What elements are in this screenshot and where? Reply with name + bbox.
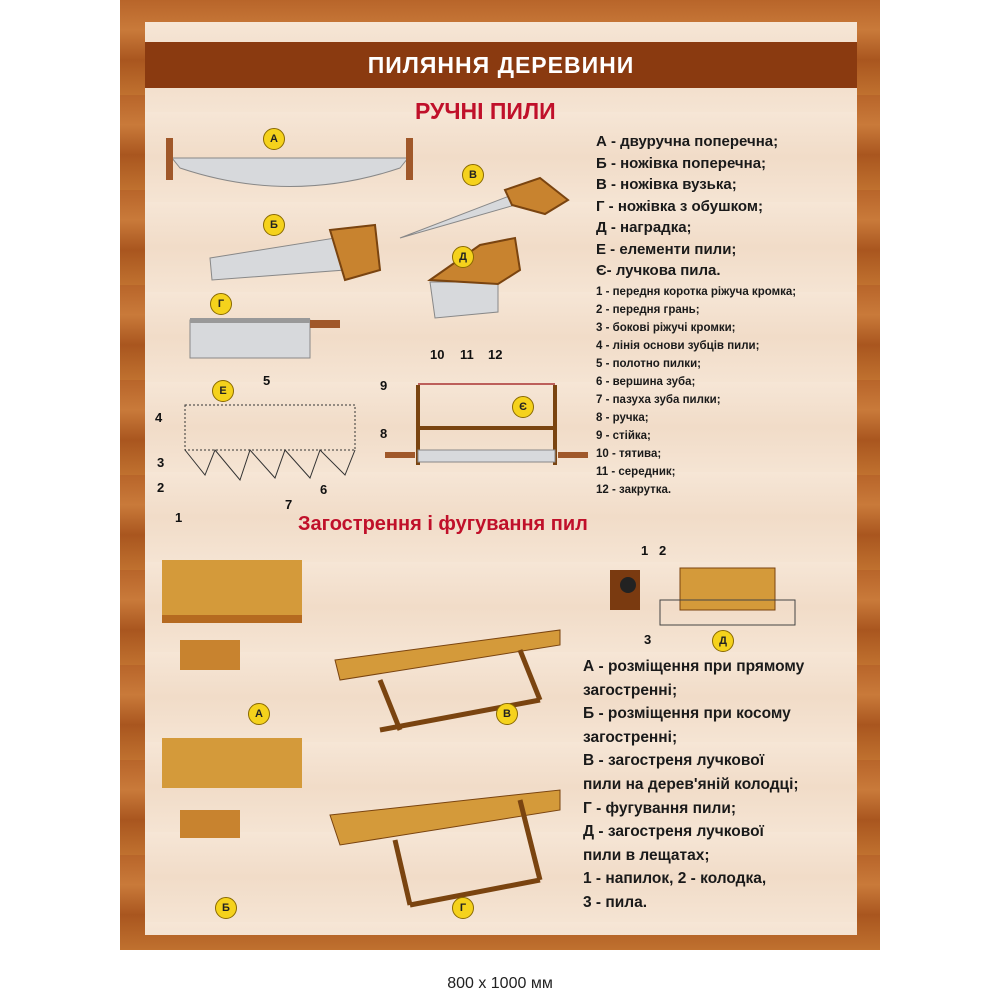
badge-b: Б [263, 214, 285, 236]
label-1: 1 [175, 510, 183, 525]
size-caption: 800 x 1000 мм [447, 975, 553, 992]
label-10: 10 [430, 347, 445, 362]
badge-v: В [462, 164, 484, 186]
label-7: 7 [285, 497, 293, 512]
saw-types-legend: А - двуручна поперечна; Б - ножівка поперечна; В - ножівка вузька; Г - ножівка з обушком; Д - наградка; Е - елементи пили; Є- лучкова пила. [596, 133, 779, 279]
narrow-saw-icon [400, 195, 515, 238]
label-12: 12 [488, 347, 503, 362]
backsaw-icon [190, 320, 310, 358]
section-sharpening: Загострення і фугування пил [298, 513, 588, 535]
badge-e: Е [212, 380, 234, 402]
badge-g: Г [210, 293, 232, 315]
badge-d: Д [452, 246, 474, 268]
label-saw: 3 [644, 632, 652, 647]
saw-parts-legend: 1 - передня коротка ріжуча кромка; 2 - передня грань; 3 - бокові ріжучі кромки; 4 - лінія основи зубців пили; 5 - полотно пилки; 6 - вершина зуба; 7 - пазуха зуба пилки; 8 - ручка; 9 - стійка; 10 - тятива; 11 - середник; 12 - закрутка. [596, 286, 797, 496]
badge-v2: В [496, 703, 518, 725]
badge-d2: Д [712, 630, 734, 652]
badge-ye: Є [512, 396, 534, 418]
badge-a: А [263, 128, 285, 150]
label-block: 2 [659, 543, 667, 558]
badge-a2: А [248, 703, 270, 725]
label-9: 9 [380, 378, 388, 393]
poster-title: ПИЛЯННЯ ДЕРЕВИНИ [145, 42, 857, 88]
label-3: 3 [157, 455, 165, 470]
badge-g2: Г [452, 897, 474, 919]
sharpening-legend: А - розміщення при прямому загостренні; Б - розміщення при косому загостренні; В - загостреня лучкової пили на дерев'яній колодці; Г - фугування пили; Д - загостреня лучкової пили в лещатах; 1 - напилок, 2 - колодка, 3 - пила. [583, 658, 805, 911]
label-11: 11 [460, 347, 474, 362]
saw-teeth-diagram [185, 405, 355, 480]
label-6: 6 [320, 482, 328, 497]
badge-b2: Б [215, 897, 237, 919]
dovetail-saw-icon [430, 282, 498, 318]
label-8: 8 [380, 426, 388, 441]
two-man-saw-icon [172, 158, 408, 187]
crosscut-handsaw-icon [210, 238, 345, 280]
section-hand-saws: РУЧНІ ПИЛИ [415, 98, 556, 124]
label-5: 5 [263, 373, 271, 388]
label-4: 4 [155, 410, 163, 425]
label-file: 1 [641, 543, 649, 558]
label-2: 2 [157, 480, 165, 495]
